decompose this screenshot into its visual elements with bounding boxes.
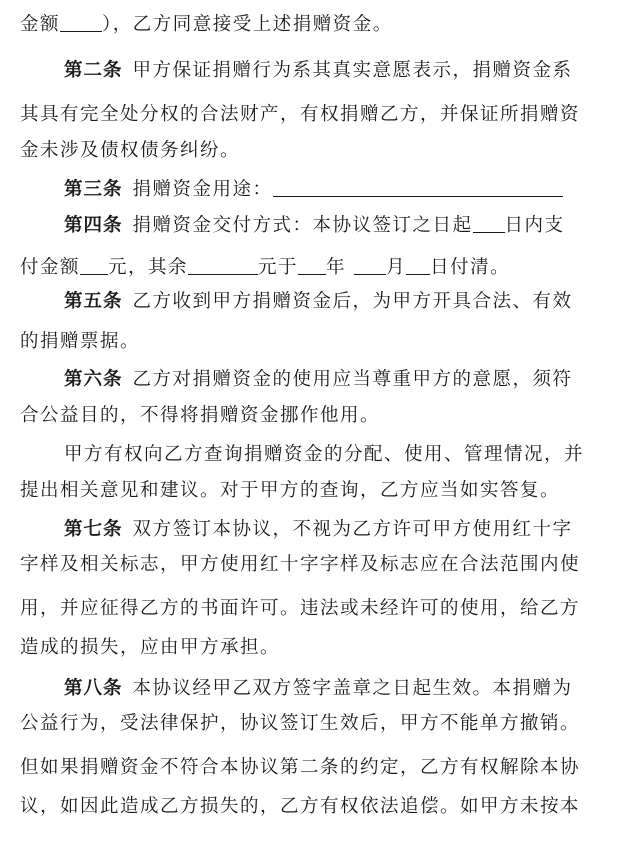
text-line <box>20 597 580 621</box>
line-text: 元于 <box>258 257 299 278</box>
line-text: 金未涉及债权债务纠纷。 <box>20 140 241 161</box>
article-4-line <box>64 214 565 238</box>
text-line <box>20 103 580 127</box>
article-6-line <box>64 368 573 392</box>
line-text: 捐赠资金交付方式：本协议签订之日起 <box>132 215 473 236</box>
text-line <box>20 553 580 577</box>
line-text: 乙方对捐赠资金的使用应当尊重甲方的意愿，须符 <box>132 369 573 390</box>
article-heading: 第二条 <box>64 60 123 81</box>
article-heading: 第五条 <box>64 291 123 312</box>
text-line <box>20 636 280 660</box>
text-line <box>20 479 560 503</box>
line-text: 金额 <box>20 14 61 35</box>
article-7-line <box>64 518 573 542</box>
line-text: 日付清。 <box>430 257 511 278</box>
line-text: 双方签订本协议，不视为乙方许可甲方使用红十字 <box>132 519 573 540</box>
line-text: 甲方保证捐赠行为系其真实意愿表示，捐赠资金系 <box>132 60 573 81</box>
line-text: 付金额 <box>20 257 81 278</box>
line-text: 造成的损失，应由甲方承担。 <box>20 637 281 658</box>
article-heading: 第七条 <box>64 519 123 540</box>
line-text: 合公益目的，不得将捐赠资金挪作他用。 <box>20 405 381 426</box>
month-blank <box>354 256 386 275</box>
text-line <box>20 13 393 37</box>
text-line <box>64 443 584 467</box>
article-2-line <box>64 59 573 83</box>
text-line <box>20 139 240 163</box>
line-text: 日内支 <box>504 215 565 236</box>
article-heading: 第八条 <box>64 678 123 699</box>
year-blank <box>298 256 326 275</box>
article-8-line <box>64 677 573 701</box>
text-line <box>20 795 580 819</box>
days-blank <box>473 214 505 233</box>
line-text: 但如果捐赠资金不符合本协议第二条的约定，乙方有权解除本协 <box>20 757 581 778</box>
line-text: 其具有完全处分权的合法财产，有权捐赠乙方，并保证所捐赠资 <box>20 104 581 125</box>
text-line <box>20 404 380 428</box>
text-line <box>20 756 580 780</box>
article-3-line <box>64 178 563 202</box>
remainder-blank <box>188 256 258 275</box>
text-line <box>20 712 580 736</box>
article-heading: 第三条 <box>64 179 123 200</box>
line-text: 本协议经甲乙双方签字盖章之日起生效。本捐赠为 <box>132 678 573 699</box>
line-text: 捐赠资金用途： <box>132 179 273 200</box>
line-text: 年 <box>326 257 347 278</box>
line-text: 字样及相关标志，甲方使用红十字字样及标志应在合法范围内使 <box>20 554 581 575</box>
line-text: 甲方有权向乙方查询捐赠资金的分配、使用、管理情况，并 <box>64 444 585 465</box>
article-5-line <box>64 290 573 314</box>
line-text: 月 <box>386 257 407 278</box>
line-text: 公益行为，受法律保护，协议签订生效后，甲方不能单方撤销。 <box>20 713 581 734</box>
line-text: 用，并应征得乙方的书面许可。违法或未经许可的使用，给乙方 <box>20 598 581 619</box>
line-text: 元，其余 <box>108 257 189 278</box>
amount-blank <box>60 13 102 32</box>
line-text: ），乙方同意接受上述捐赠资金。 <box>102 14 393 35</box>
amount-blank <box>80 256 108 275</box>
day-blank <box>406 256 430 275</box>
line-text: 议，如因此造成乙方损失的，乙方有权依法追偿。如甲方未按本 <box>20 796 581 817</box>
text-line <box>20 256 510 280</box>
line-text: 乙方收到甲方捐赠资金后，为甲方开具合法、有效 <box>132 291 573 312</box>
article-heading: 第六条 <box>64 369 123 390</box>
line-text: 提出相关意见和建议。对于甲方的查询，乙方应当如实答复。 <box>20 480 561 501</box>
line-text: 的捐赠票据。 <box>20 331 141 352</box>
purpose-blank <box>273 178 563 197</box>
article-heading: 第四条 <box>64 215 123 236</box>
text-line <box>20 330 140 354</box>
